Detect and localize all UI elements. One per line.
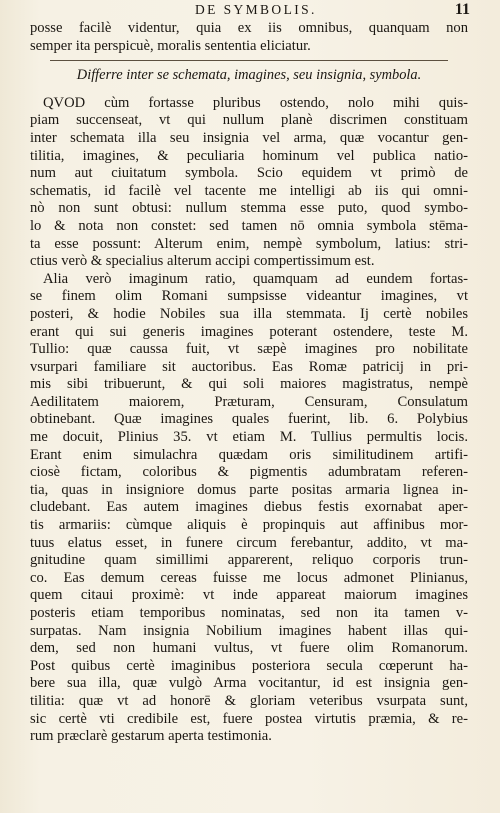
text-line: Aedilitatem maiorem, Præturam, Censuram, Consulatum: [30, 393, 468, 410]
page-header: [30, 2, 470, 20]
text-line: se finem olim Romani sumpsisse videantur imagines, vt: [30, 288, 468, 305]
text-line: bere sua illa, quæ vulgò Arma vocitantur, id est insignia gen-: [30, 675, 468, 692]
text-line: tia, quas in insigniore domus parte positas armaria lignea in-: [30, 481, 468, 498]
text-line: me docuit, Plinius 35. vt etiam M. Tullius permultis locis.: [30, 429, 468, 446]
text-line: num aut ciuitatum symbola. Scio equidem vt primò de: [30, 165, 468, 182]
text-line: posse facilè videntur, quia ex iis omnibus, quanquam non: [30, 20, 468, 36]
text-line: posteris etiam temporibus nominatas, sed non ita tamen v-: [30, 605, 468, 621]
text-line: quem citaui proximè: vt inde appareat maiorum imagines: [30, 587, 468, 604]
text-line: ta esse possunt: Alterum enim, nempè symbolum, latius: stri-: [30, 235, 468, 252]
paragraph-2: [30, 271, 468, 746]
text-line: mis sibi tribuerunt, & qui soli maiores magistratus, nempè: [30, 376, 468, 393]
text-line: tilitia, imagines, & peculiaria hominum vel publica natio-: [30, 147, 468, 164]
text-line: tis armariis: cùmque aliquis è propinquis aut affinibus mor-: [30, 517, 468, 534]
text-line: dem, sed non humani vultus, vt fuere olim Romanorum.: [30, 640, 468, 657]
text-line: obtinebant. Quæ imagines quales fuerint, lib. 6. Polybius: [30, 411, 468, 428]
text-line: schematis, id facilè vel tacente me intelligi ab iis qui omni-: [30, 182, 468, 199]
text-line: Erant enim simulachra quædam oris similitudinem artifi-: [30, 446, 468, 463]
text-block: [30, 20, 468, 746]
running-head: DE SYMBOLIS.: [195, 2, 317, 17]
text-line: inter schemata illa seu insignia vel arma, quæ vocantur gen-: [30, 129, 468, 146]
text-line: tilitia: quæ vt ad honorē & gloriam veteribus vsurpata sunt,: [30, 692, 468, 709]
text-line: semper ita perspicuè, moralis sententia eliciatur.: [30, 37, 311, 54]
text-line: Post quibus certè imaginibus posteriora secula cœperunt ha-: [30, 657, 468, 674]
section-heading: Differre inter se schemata, imagines, seu insignia, symbola.: [30, 67, 468, 85]
text-line: nò non sunt obtusi: nullum stemma esse puto, quod symbo-: [30, 200, 468, 217]
text-line: posteri, & hodie Nobiles sua illa stemmata. Ij certè nobiles: [30, 305, 468, 322]
text-line: tuus elatus esset, in funere circum ferebantur, addito, vt ma-: [30, 534, 468, 551]
paragraph-1: [30, 95, 468, 271]
text-line: lo & nota non constet: sed tamen nō omnia symbola stēma-: [30, 217, 468, 234]
text-line: sic certè vti credibile est, fuere postea virtutis præmia, & re-: [30, 710, 468, 727]
text-line: surpatas. Nam insignia Nobilium imagines habent illas qui-: [30, 622, 468, 639]
text-line: cludebant. Eas autem imagines diebus festis exornabat aper-: [30, 499, 468, 516]
text-line: Alia verò imaginum ratio, quamquam ad eundem fortas-: [43, 270, 468, 287]
text-line: piam succenseat, vt qui nullum planè discrimen constituam: [30, 112, 468, 129]
text-line: Tullio: quæ caussa fuit, vt sæpè imagines pro nobilitate: [30, 341, 468, 358]
page-number: 11: [454, 1, 470, 18]
text-line: rum præclarè gestarum aperta testimonia.: [30, 728, 272, 745]
text-line: ctius verò & specialius alterum accipi compertissimum est.: [30, 253, 375, 270]
text-line: co. Eas demum cereas fuisse me locus admonet Plinianus,: [30, 569, 468, 586]
text-line: vsurpari familiare sit auctoribus. Eas Romæ patricij in pri-: [30, 358, 468, 375]
continuation-paragraph: [30, 20, 468, 55]
text-line: gnitudine quam simillimi apparerent, reliquo corporis trun-: [30, 552, 468, 569]
text-line: ciosè fictam, coloribus & pigmentis adumbratam referen-: [30, 464, 468, 481]
text-line: QVOD cùm fortasse pluribus ostendo, nolo mihi quis-: [43, 94, 468, 111]
text-line: erant qui sui generis imagines poterant ostendere, teste M.: [30, 323, 468, 340]
